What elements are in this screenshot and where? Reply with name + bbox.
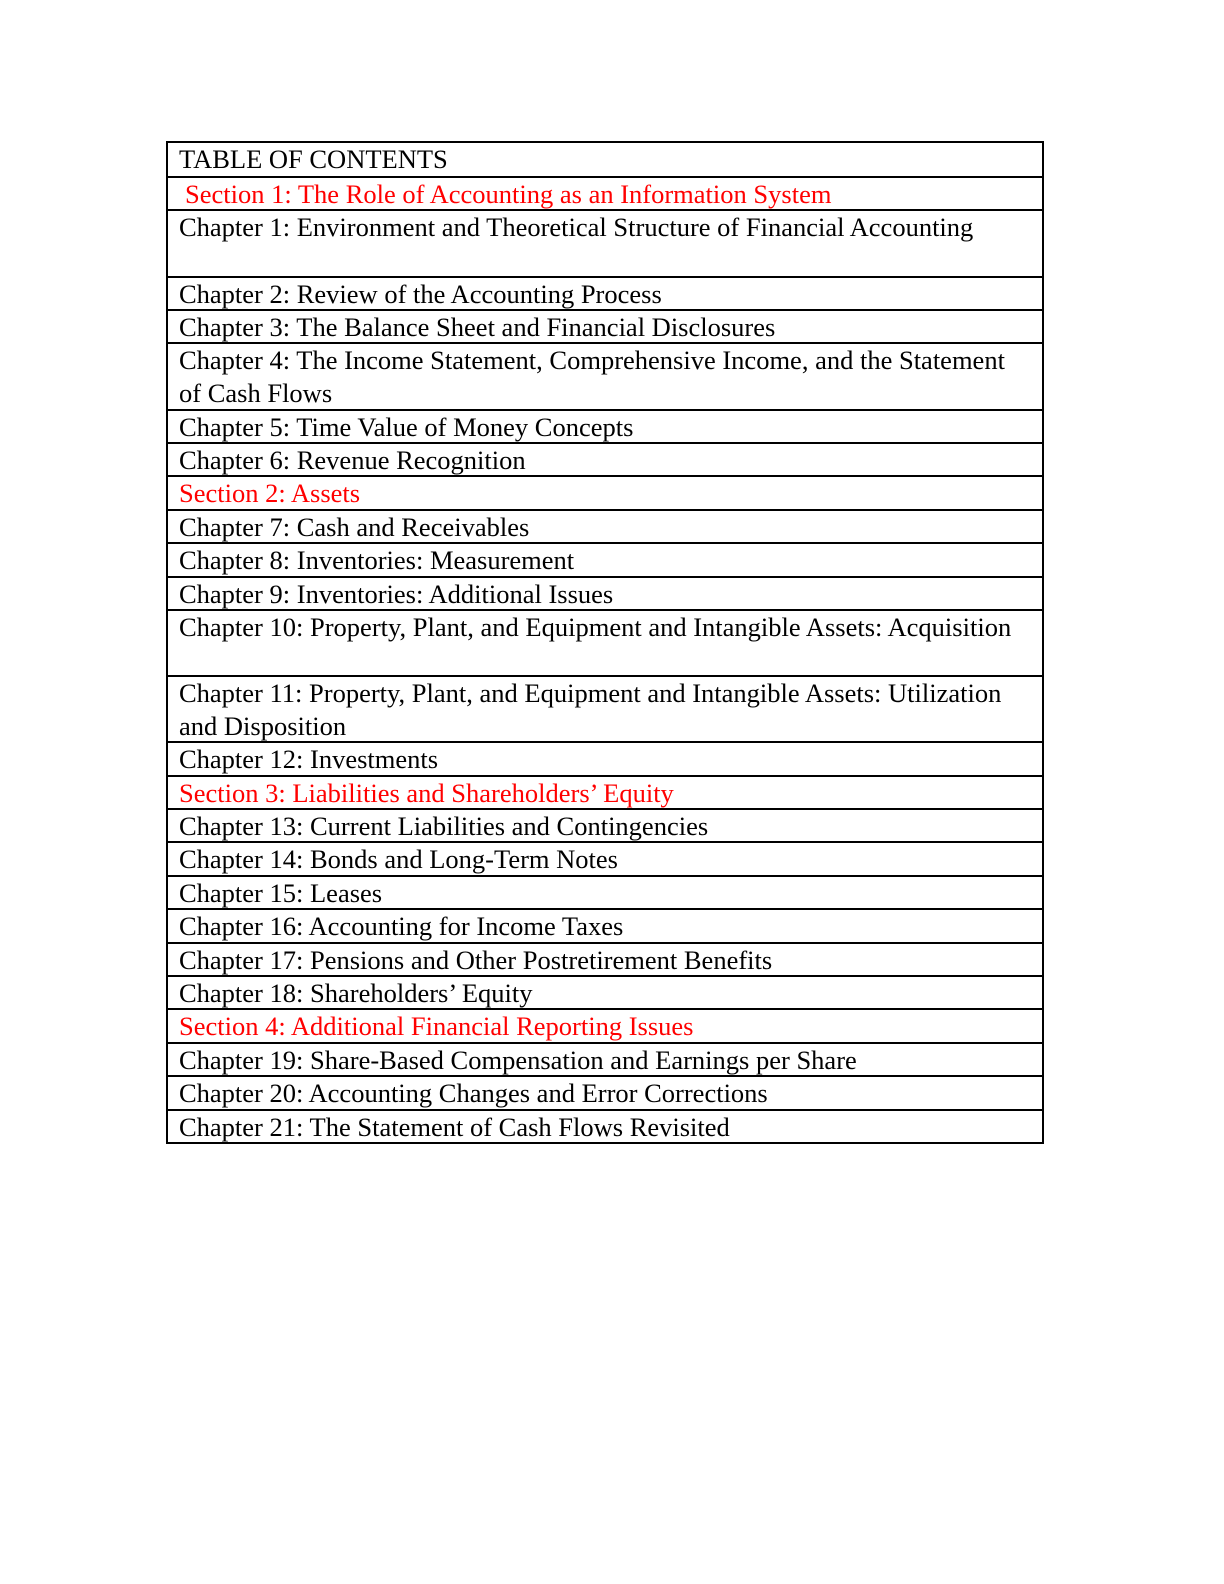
chapter-entry: Chapter 19: Share-Based Compensation and Earnings per Share — [168, 1042, 1042, 1075]
table-of-contents — [166, 141, 1044, 1144]
chapter-entry: Chapter 10: Property, Plant, and Equipment and Intangible Assets: Acquisition — [168, 609, 1042, 675]
chapter-entry: Chapter 4: The Income Statement, Comprehensive Income, and the Statement of Cash Flows — [168, 342, 1042, 408]
chapter-entry: Chapter 15: Leases — [168, 875, 1042, 908]
chapter-entry: Chapter 8: Inventories: Measurement — [168, 542, 1042, 575]
section-heading: Section 4: Additional Financial Reporting Issues — [168, 1008, 1042, 1041]
chapter-entry: Chapter 16: Accounting for Income Taxes — [168, 908, 1042, 941]
chapter-entry: Chapter 7: Cash and Receivables — [168, 509, 1042, 542]
toc-title: TABLE OF CONTENTS — [179, 144, 448, 174]
chapter-entry: Chapter 3: The Balance Sheet and Financial Disclosures — [168, 309, 1042, 342]
chapter-entry: Chapter 20: Accounting Changes and Error Corrections — [168, 1075, 1042, 1108]
chapter-entry: Chapter 9: Inventories: Additional Issues — [168, 576, 1042, 609]
chapter-entry: Chapter 2: Review of the Accounting Process — [168, 276, 1042, 309]
section-heading: Section 2: Assets — [168, 475, 1042, 508]
section-heading: Section 3: Liabilities and Shareholders’ Equity — [168, 775, 1042, 808]
section-heading: Section 1: The Role of Accounting as an Information System — [168, 176, 1042, 209]
chapter-entry: Chapter 1: Environment and Theoretical Structure of Financial Accounting — [168, 209, 1042, 275]
chapter-entry: Chapter 12: Investments — [168, 741, 1042, 774]
chapter-entry: Chapter 6: Revenue Recognition — [168, 442, 1042, 475]
chapter-entry: Chapter 18: Shareholders’ Equity — [168, 975, 1042, 1008]
chapter-entry: Chapter 17: Pensions and Other Postretirement Benefits — [168, 942, 1042, 975]
chapter-entry: Chapter 14: Bonds and Long-Term Notes — [168, 841, 1042, 874]
chapter-entry: Chapter 5: Time Value of Money Concepts — [168, 409, 1042, 442]
chapter-entry: Chapter 13: Current Liabilities and Contingencies — [168, 808, 1042, 841]
chapter-entry: Chapter 21: The Statement of Cash Flows Revisited — [168, 1109, 1042, 1142]
chapter-entry: Chapter 11: Property, Plant, and Equipment and Intangible Assets: Utilization and Disposition — [168, 675, 1042, 741]
